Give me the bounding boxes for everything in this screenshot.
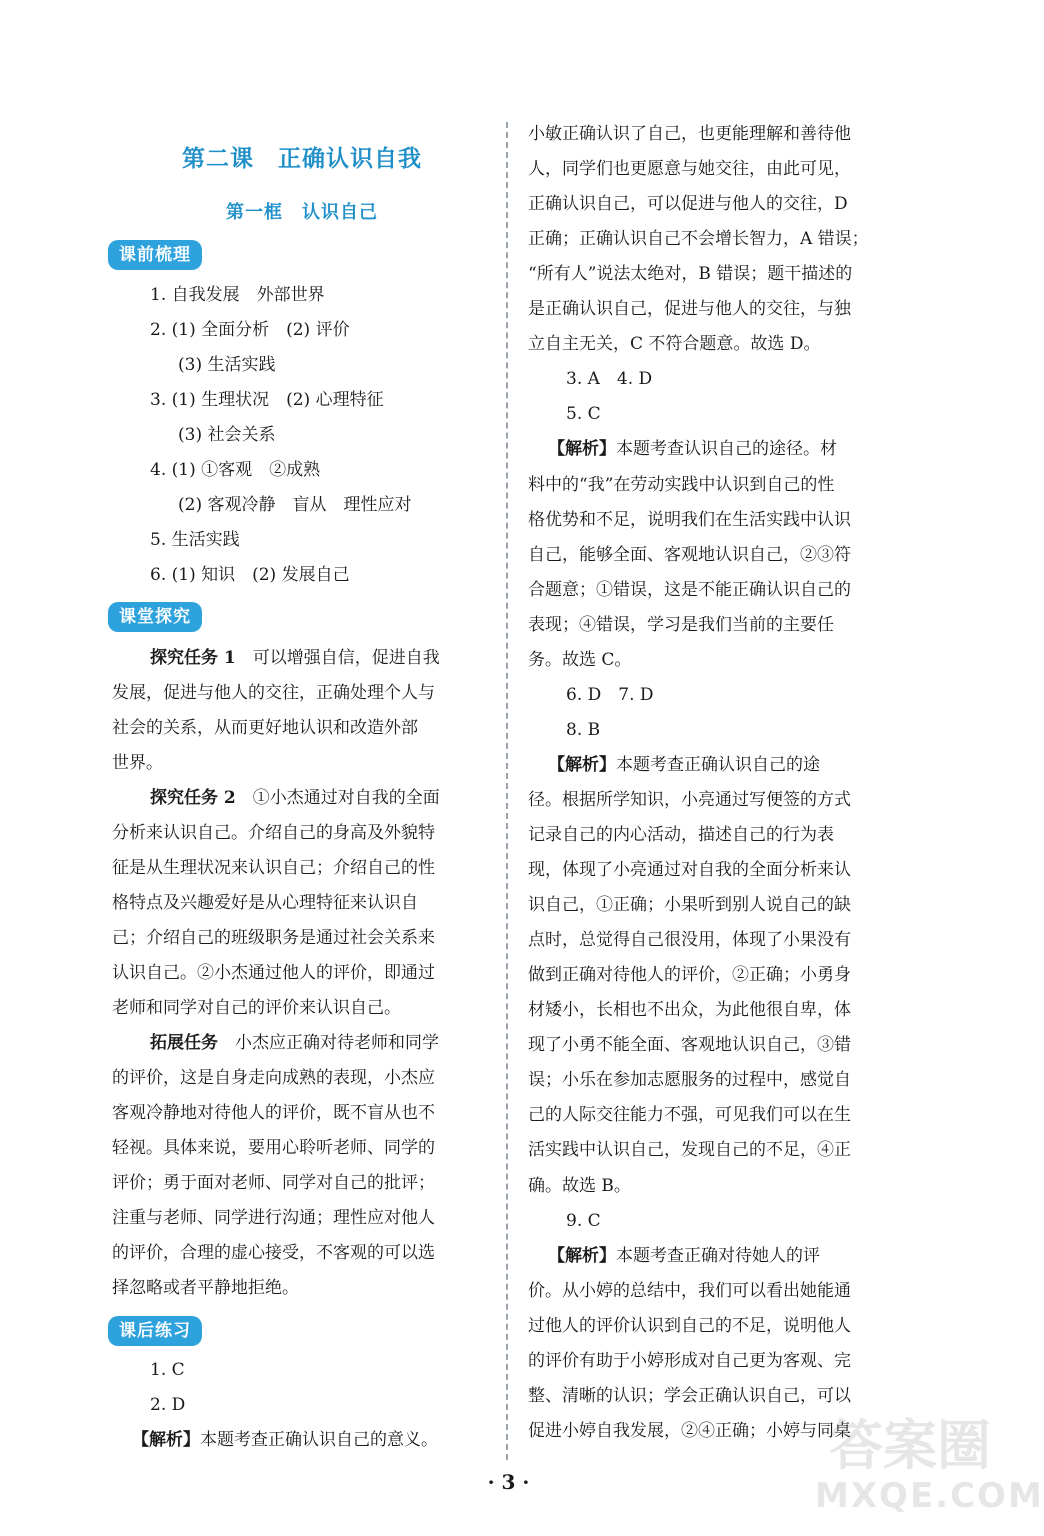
- section-badge-pre-class: 课前梳理: [108, 240, 202, 270]
- right-text-line: 人，同学们也更愿意与她交往，由此可见，: [528, 159, 851, 179]
- task2-text-0: ①小杰通过对自我的全面: [235, 788, 440, 808]
- right-text-line: 确。故选 B。: [528, 1176, 631, 1196]
- pre-class-item: (2) 客观冷静 盲从 理性应对: [178, 495, 412, 515]
- analysis-label: 【解析】: [548, 1246, 616, 1266]
- right-text-line: 料中的“我”在劳动实践中认识到自己的性: [528, 475, 835, 495]
- task2-line: 己；介绍自己的班级职务是通过社会关系来: [112, 928, 435, 948]
- answer-line: 6. D 7. D: [566, 685, 654, 705]
- answer-1: 1. C: [150, 1360, 185, 1380]
- task2-line: 老师和同学对自己的评价来认识自己。: [112, 998, 401, 1018]
- right-text-line: 是正确认识自己，促进与他人的交往，与独: [528, 299, 851, 319]
- task2-line: 格特点及兴趣爱好是从心理特征来认识自: [112, 893, 418, 913]
- answer-line: 9. C: [566, 1211, 601, 1231]
- analysis-line: [548, 437, 837, 461]
- lesson-title: 第二课 正确认识自我: [182, 146, 422, 172]
- task2-line: 分析来认识自己。介绍自己的身高及外貌特: [112, 823, 435, 843]
- task1-first-line: [150, 646, 440, 670]
- extend-line: 客观冷静地对待他人的评价，既不盲从也不: [112, 1103, 435, 1123]
- analysis-label: 【解析】: [548, 439, 616, 459]
- right-text-line: 格优势和不足，说明我们在生活实践中认识: [528, 510, 851, 530]
- analysis-text: 本题考查正确对待她人的评: [616, 1246, 820, 1266]
- task1-line: 社会的关系，从而更好地认识和改造外部: [112, 718, 418, 738]
- right-text-line: 误；小乐在参加志愿服务的过程中，感觉自: [528, 1070, 851, 1090]
- right-text-line: 的评价有助于小婷形成对自己更为客观、完: [528, 1351, 851, 1371]
- answer-line: 3. A 4. D: [566, 369, 653, 389]
- task1-line: 世界。: [112, 753, 163, 773]
- right-text-line: 立自主无关，C 不符合题意。故选 D。: [528, 334, 821, 354]
- pre-class-item: 3. (1) 生理状况 (2) 心理特征: [150, 390, 384, 410]
- extend-first-line: [150, 1031, 439, 1055]
- section-badge-in-class: 课堂探究: [108, 602, 202, 632]
- analysis-text: 本题考查正确认识自己的途: [616, 755, 820, 775]
- right-text-line: 材矮小，长相也不出众，为此他很自卑，体: [528, 1000, 851, 1020]
- right-text-line: 小敏正确认识了自己，也更能理解和善待他: [528, 124, 851, 144]
- right-text-line: 点时，总觉得自己很没用，体现了小果没有: [528, 930, 851, 950]
- analysis-text: 本题考查正确认识自己的意义。: [200, 1430, 438, 1450]
- pre-class-item: 1. 自我发展 外部世界: [150, 285, 325, 305]
- right-text-line: 自己，能够全面、客观地认识自己，②③符: [528, 545, 851, 565]
- right-text-line: 现了小勇不能全面、客观地认识自己，③错: [528, 1035, 851, 1055]
- frame-title: 第一框 认识自己: [226, 202, 378, 223]
- task1-label: 探究任务 1: [150, 648, 236, 668]
- pre-class-item: 6. (1) 知识 (2) 发展自己: [150, 565, 350, 585]
- right-text-line: 径。根据所学知识，小亮通过写便签的方式: [528, 790, 851, 810]
- answer-2: 2. D: [150, 1395, 186, 1415]
- extend-line: 注重与老师、同学进行沟通；理性应对他人: [112, 1208, 435, 1228]
- right-text-line: 表现；④错误，学习是我们当前的主要任: [528, 615, 834, 635]
- extend-line: 的评价，这是自身走向成熟的表现，小杰应: [112, 1068, 435, 1088]
- right-text-line: 记录自己的内心活动，描述自己的行为表: [528, 825, 834, 845]
- pre-class-item: 5. 生活实践: [150, 530, 240, 550]
- right-text-line: 促进小婷自我发展，②④正确；小婷与同桌: [528, 1421, 851, 1441]
- extend-line: 轻视。具体来说，要用心聆听老师、同学的: [112, 1138, 435, 1158]
- page-number: · 3 ·: [487, 1470, 530, 1494]
- watermark-main: 答案圈: [829, 1414, 991, 1477]
- extend-text-0: 小杰应正确对待老师和同学: [218, 1033, 439, 1053]
- right-text-line: 过他人的评价认识到自己的不足，说明他人: [528, 1316, 851, 1336]
- right-text-line: 现，体现了小亮通过对自我的全面分析来认: [528, 860, 851, 880]
- right-text-line: 整、清晰的认识；学会正确认识自己，可以: [528, 1386, 851, 1406]
- task2-label: 探究任务 2: [150, 788, 236, 808]
- right-text-line: 合题意；①错误，这是不能正确认识自己的: [528, 580, 851, 600]
- extend-line: 的评价，合理的虚心接受，不客观的可以选: [112, 1243, 435, 1263]
- analysis-text: 本题考查认识自己的途径。材: [616, 439, 837, 459]
- task2-line: 认识自己。②小杰通过他人的评价，即通过: [112, 963, 435, 983]
- analysis-line: [548, 753, 820, 777]
- right-text-line: 价。从小婷的总结中，我们可以看出她能通: [528, 1281, 851, 1301]
- column-divider: [506, 122, 508, 1460]
- right-text-line: 识自己，①正确；小果听到别人说自己的缺: [528, 895, 851, 915]
- extend-line: 评价；勇于面对老师、同学对自己的批评；: [112, 1173, 435, 1193]
- pre-class-item: (3) 生活实践: [178, 355, 276, 375]
- watermark-site: MXQE.COM: [815, 1476, 1044, 1516]
- answer-line: 5. C: [566, 404, 601, 424]
- right-text-line: 己的人际交往能力不强，可见我们可以在生: [528, 1105, 851, 1125]
- analysis-line: [132, 1428, 438, 1452]
- pre-class-item: 2. (1) 全面分析 (2) 评价: [150, 320, 350, 340]
- task2-first-line: [150, 786, 440, 810]
- section-badge-after-class: 课后练习: [108, 1316, 202, 1346]
- answer-line: 8. B: [566, 720, 601, 740]
- pre-class-item: (3) 社会关系: [178, 425, 276, 445]
- right-text-line: 做到正确对待他人的评价，②正确；小勇身: [528, 965, 851, 985]
- analysis-label: 【解析】: [132, 1430, 200, 1450]
- extend-line: 择忽略或者平静地拒绝。: [112, 1278, 299, 1298]
- watermark-logo: [815, 1414, 1044, 1528]
- pre-class-item: 4. (1) ①客观 ②成熟: [150, 460, 321, 480]
- task1-text-0: 可以增强自信，促进自我: [235, 648, 440, 668]
- analysis-label: 【解析】: [548, 755, 616, 775]
- right-text-line: 正确认识自己，可以促进与他人的交往，D: [528, 194, 848, 214]
- right-text-line: “所有人”说法太绝对，B 错误；题干描述的: [528, 264, 853, 284]
- task2-line: 征是从生理状况来认识自己；介绍自己的性: [112, 858, 435, 878]
- right-text-line: 务。故选 C。: [528, 650, 632, 670]
- right-text-line: 活实践中认识自己，发现自己的不足，④正: [528, 1140, 851, 1160]
- analysis-line: [548, 1244, 820, 1268]
- task1-line: 发展，促进与他人的交往，正确处理个人与: [112, 683, 435, 703]
- extend-label: 拓展任务: [150, 1033, 218, 1053]
- right-text-line: 正确；正确认识自己不会增长智力，A 错误；: [528, 229, 869, 249]
